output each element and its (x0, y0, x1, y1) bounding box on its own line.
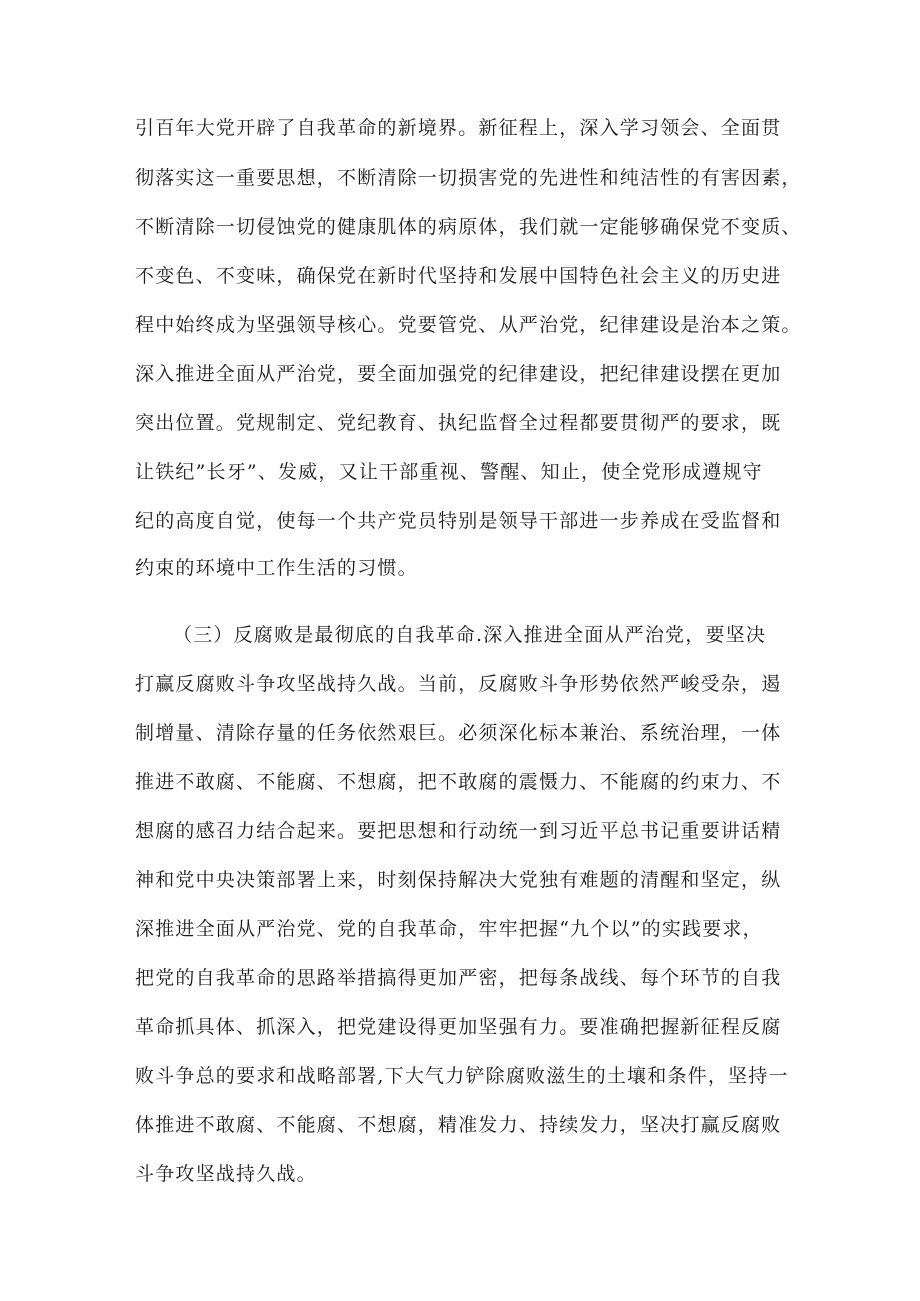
paragraph-line: 不断清除一切侵蚀党的健康肌体的病原体，我们就一定能够确保党不变质、 (135, 216, 802, 238)
paragraph-line: （三）反腐败是最彻底的自我革命.深入推进全面从严治党，要坚决 (173, 624, 767, 646)
paragraph-line: 神和党中央决策部署上来，时刻保持解决大党独有难题的清醒和坚定，纵 (135, 869, 782, 891)
paragraph-line: 体推进不敢腐、不能腐、不想腐，精准发力、持续发力，坚决打赢反腐败 (135, 1114, 782, 1136)
paragraph-line: 程中始终成为坚强领导核心。党要管党、从严治党，纪律建设是治本之策。 (135, 314, 802, 336)
paragraph-line: 引百年大党开辟了自我革命的新境界。新征程上，深入学习领会、全面贯 (135, 117, 782, 139)
paragraph-line: 突出位置。党规制定、党纪教育、执纪监督全过程都要贯彻严的要求，既 (135, 412, 782, 434)
paragraph-line: 约束的环境中工作生活的习惯。 (135, 557, 418, 579)
paragraph-line: 推进不敢腐、不能腐、不想腐，把不敢腐的震慑力、不能腐的约束力、不 (135, 771, 782, 793)
paragraph-line: 斗争攻坚战持久战。 (135, 1163, 317, 1185)
paragraph-line: 深推进全面从严治党、党的自我革命，牢牢把握“九个以”的实践要求， (135, 918, 763, 940)
paragraph-line: 打赢反腐败斗争攻坚战持久战。当前，反腐败斗争形势依然严峻受杂，遏 (135, 673, 782, 695)
paragraph-line: 革命抓具体、抓深入，把党建设得更加坚强有力。要准确把握新征程反腐 (135, 1016, 782, 1038)
paragraph-line: 败斗争总的要求和战略部署,下大气力铲除腐败滋生的土壤和条件，坚持一 (135, 1065, 789, 1087)
paragraph-line: 彻落实这一重要思想，不断清除一切损害党的先进性和纯洁性的有害因素， (135, 167, 802, 189)
paragraph-line: 不变色、不变味，确保党在新时代坚持和发展中国特色社会主义的历史进 (135, 265, 782, 287)
paragraph-line: 让铁纪”长牙”、发威，又让干部重视、警醒、知止，使全党形成遵规守 (135, 461, 763, 483)
paragraph-line: 把党的自我革命的思路举措搞得更加严密，把每条战线、每个环节的自我 (135, 967, 782, 989)
paragraph-line: 纪的高度自觉，使每一个共产党员特别是领导干部进一步养成在受监督和 (135, 510, 782, 532)
paragraph-line: 制增量、清除存量的任务依然艰巨。必须深化标本兼治、系统治理，一体 (135, 722, 782, 744)
paragraph-line: 深入推进全面从严治党，要全面加强党的纪律建设，把纪律建设摆在更加 (135, 363, 782, 385)
paragraph-line: 想腐的感召力结合起来。要把思想和行动统一到习近平总书记重要讲话精 (135, 820, 782, 842)
